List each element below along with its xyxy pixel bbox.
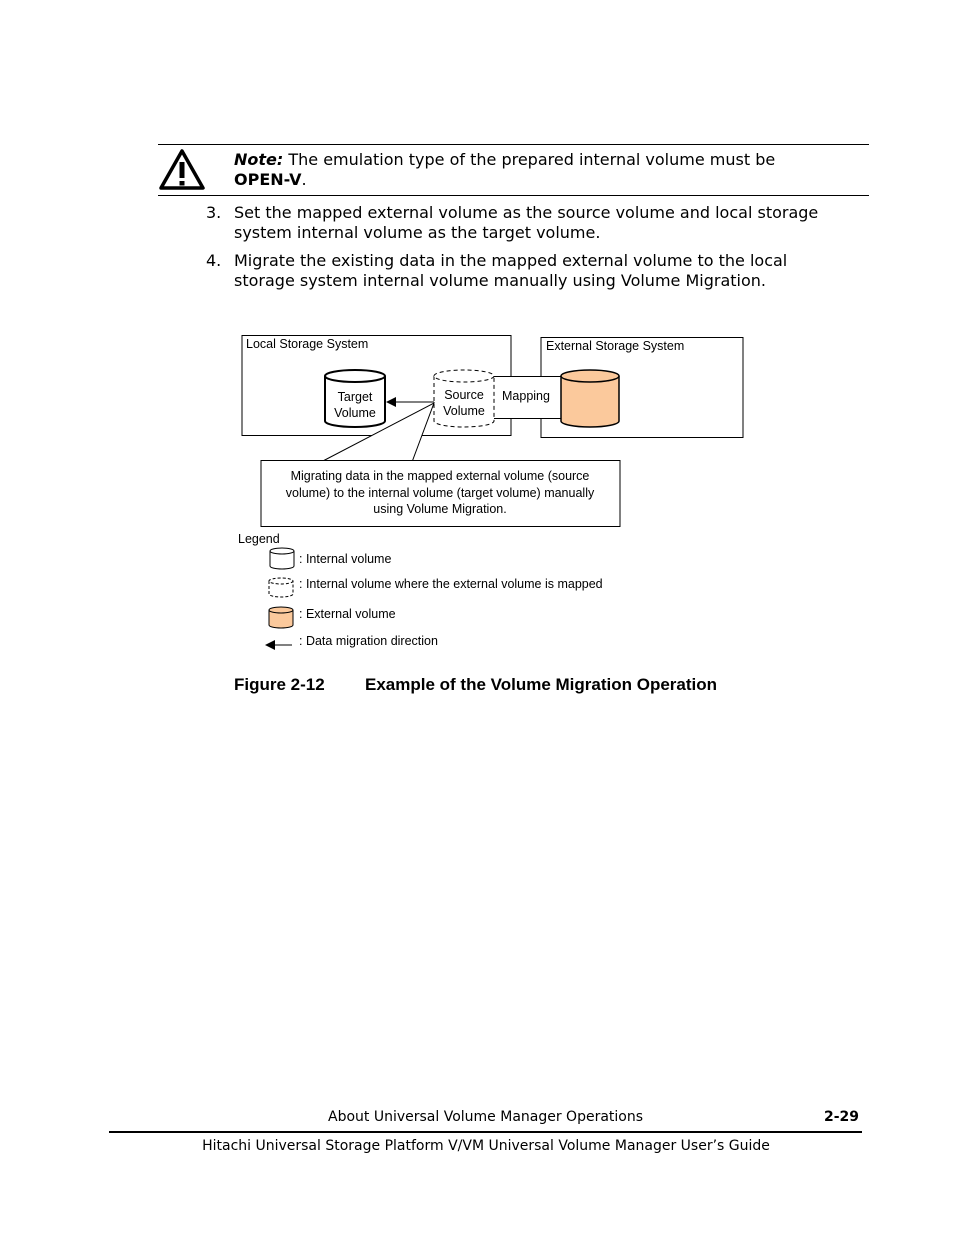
legend-item: : External volume (299, 607, 396, 621)
legend-arrow-icon (265, 640, 292, 650)
external-volume-cylinder (561, 370, 619, 427)
step-line: storage system internal volume manually using Volume Migration. (234, 271, 766, 290)
footer-chapter: About Universal Volume Manager Operations (328, 1109, 644, 1125)
figure-caption-title: Example of the Volume Migration Operation (365, 675, 718, 694)
note-label: Note: (234, 150, 284, 169)
footer-page-number: 2-29 (824, 1109, 860, 1125)
source-volume-label: Source (444, 388, 484, 402)
target-volume-label: Target (337, 390, 373, 404)
legend-internal-volume-icon (270, 548, 294, 569)
note-period: . (301, 170, 307, 189)
figure-caption-number: Figure 2-12 (234, 675, 325, 694)
legend-item: : Internal volume (299, 552, 392, 566)
callout-line: Migrating data in the mapped external volume (source (290, 469, 590, 483)
step-line: system internal volume as the target volume. (234, 223, 601, 242)
legend-title: Legend (238, 532, 280, 546)
target-volume-label: Volume (334, 406, 376, 420)
note-body: The emulation type of the prepared internal volume must be (283, 150, 776, 169)
local-storage-system-label: Local Storage System (246, 337, 369, 351)
callout-line: volume) to the internal volume (target volume) manually (285, 486, 595, 500)
legend-external-volume-icon (269, 607, 293, 628)
mapping-label: Mapping (502, 389, 550, 403)
footer-rule (109, 1131, 862, 1133)
footer-guide-title: Hitachi Universal Storage Platform V/VM Universal Volume Manager User’s Guide (202, 1138, 770, 1154)
step-number: 3. (206, 203, 222, 222)
external-storage-system-label: External Storage System (546, 339, 685, 353)
callout-line: using Volume Migration. (373, 502, 507, 516)
source-volume-label: Volume (443, 404, 485, 418)
step-number: 4. (206, 251, 222, 270)
step-line: Set the mapped external volume as the source volume and local storage (234, 203, 819, 222)
legend-mapped-internal-volume-icon (269, 578, 293, 597)
legend-item: : Data migration direction (299, 634, 438, 648)
legend-item: : Internal volume where the external volume is mapped (299, 577, 603, 591)
note-emphasis: OPEN-V (234, 170, 302, 189)
step-line: Migrate the existing data in the mapped external volume to the local (234, 251, 788, 270)
